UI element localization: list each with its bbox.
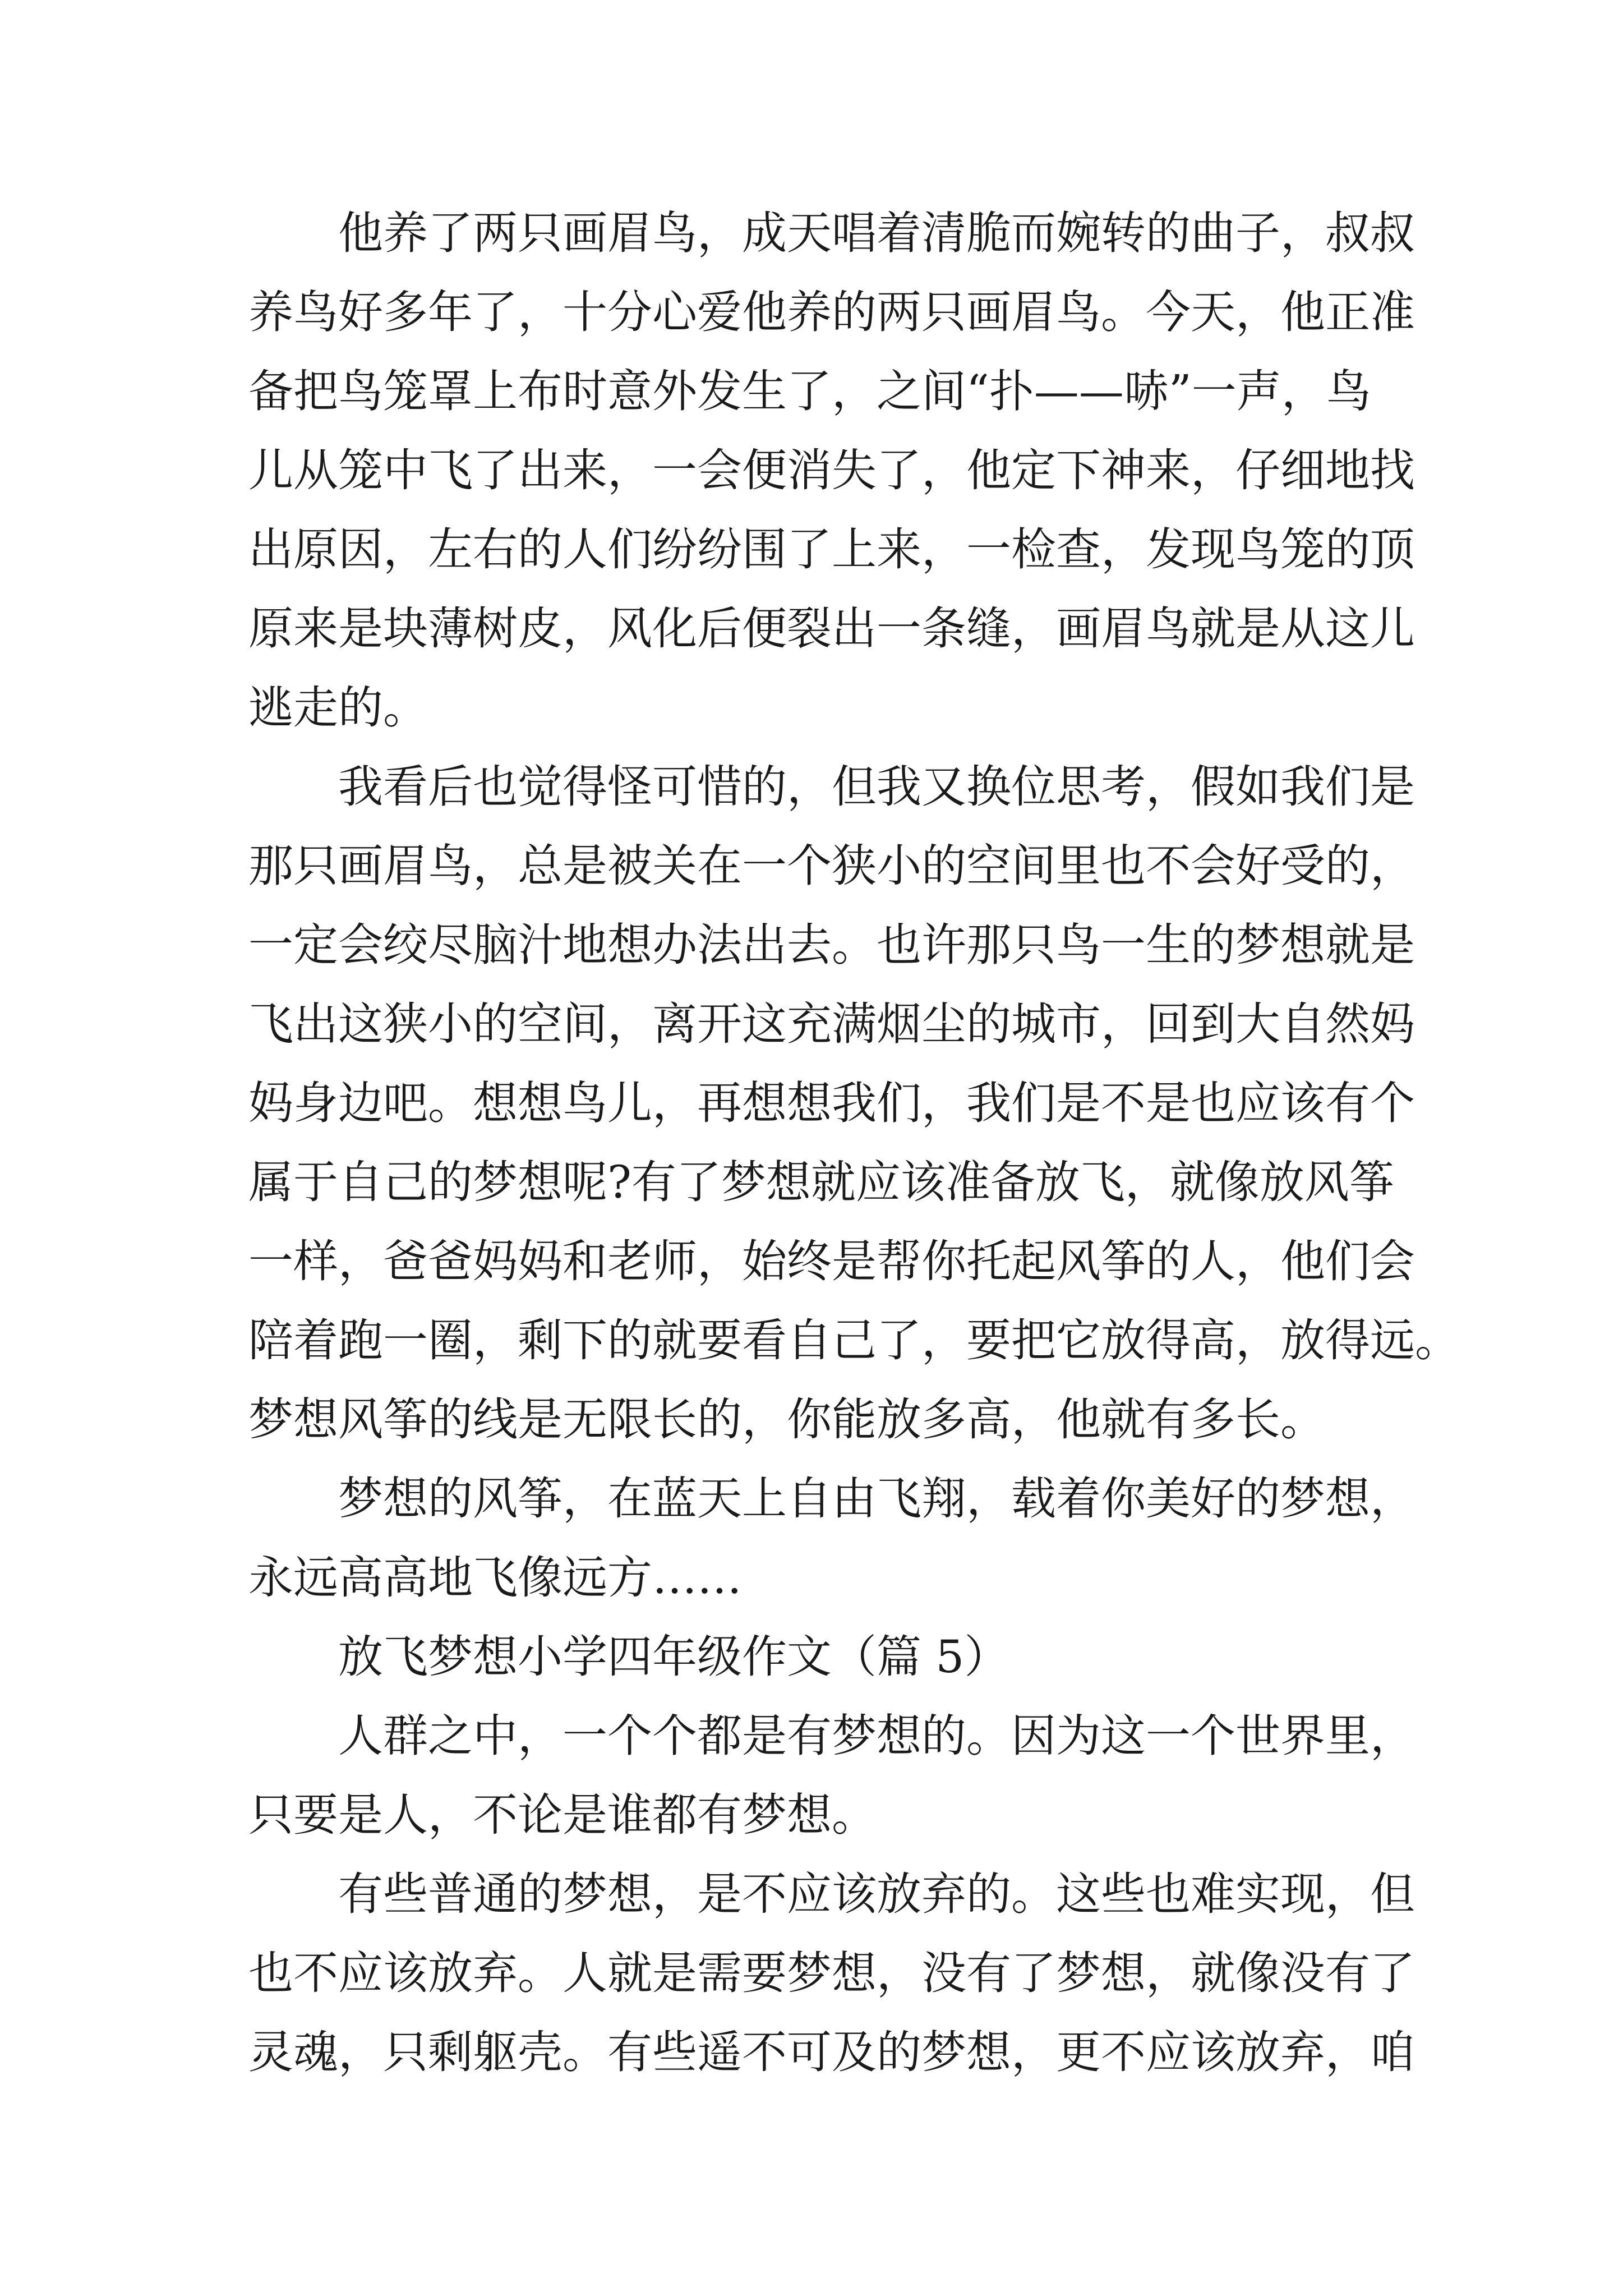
- text-line: 那只画眉鸟，总是被关在一个狭小的空间里也不会好受的，: [248, 840, 1415, 892]
- text-line: 陪着跑一圈，剩下的就要看自己了，要把它放得高，放得远。: [248, 1314, 1460, 1366]
- text-line: 有些普通的梦想，是不应该放弃的。这些也难实现，但: [338, 1868, 1415, 1920]
- text-line: 人群之中，一个个都是有梦想的。因为这一个世界里，: [338, 1710, 1415, 1762]
- text-line: 儿从笼中飞了出来，一会便消失了，他定下神来，仔细地找: [248, 444, 1415, 496]
- text-line: 逃走的。: [248, 682, 428, 734]
- text-line: 我看后也觉得怪可惜的，但我又换位思考，假如我们是: [338, 761, 1415, 813]
- text-line: 飞出这狭小的空间，离开这充满烟尘的城市，回到大自然妈: [248, 998, 1415, 1050]
- text-line: 永远高高地飞像远方……: [248, 1552, 742, 1604]
- text-line: 出原因，左右的人们纷纷围了上来，一检查，发现鸟笼的顶: [248, 523, 1415, 576]
- text-line: 妈身边吧。想想鸟儿，再想想我们，我们是不是也应该有个: [248, 1077, 1415, 1129]
- text-line: 梦想风筝的线是无限长的，你能放多高，他就有多长。: [248, 1393, 1325, 1446]
- document-body: [248, 194, 1460, 2092]
- text-line: 原来是块薄树皮，风化后便裂出一条缝，画眉鸟就是从这儿: [248, 602, 1415, 655]
- text-line: 只要是人，不论是谁都有梦想。: [248, 1789, 877, 1841]
- text-line: 一定会绞尽脑汁地想办法出去。也许那只鸟一生的梦想就是: [248, 919, 1415, 971]
- text-line: 梦想的风筝，在蓝天上自由飞翔，载着你美好的梦想，: [338, 1473, 1415, 1525]
- text-line: 也不应该放弃。人就是需要梦想，没有了梦想，就像没有了: [248, 1947, 1415, 1999]
- text-line: 他养了两只画眉鸟，成天唱着清脆而婉转的曲子，叔叔: [338, 207, 1415, 259]
- text-line: 属于自己的梦想呢?有了梦想就应该准备放飞，就像放风筝: [248, 1156, 1394, 1208]
- text-line: 一样，爸爸妈妈和老师，始终是帮你托起风筝的人，他们会: [248, 1235, 1415, 1287]
- section-heading: 放飞梦想小学四年级作文（篇 5）: [338, 1631, 1009, 1683]
- text-line: 备把鸟笼罩上布时意外发生了，之间“扑——哧”一声，鸟: [248, 365, 1371, 417]
- text-line: 养鸟好多年了，十分心爱他养的两只画眉鸟。今天，他正准: [248, 286, 1415, 338]
- text-line: 灵魂，只剩躯壳。有些遥不可及的梦想，更不应该放弃，咱: [248, 2026, 1415, 2078]
